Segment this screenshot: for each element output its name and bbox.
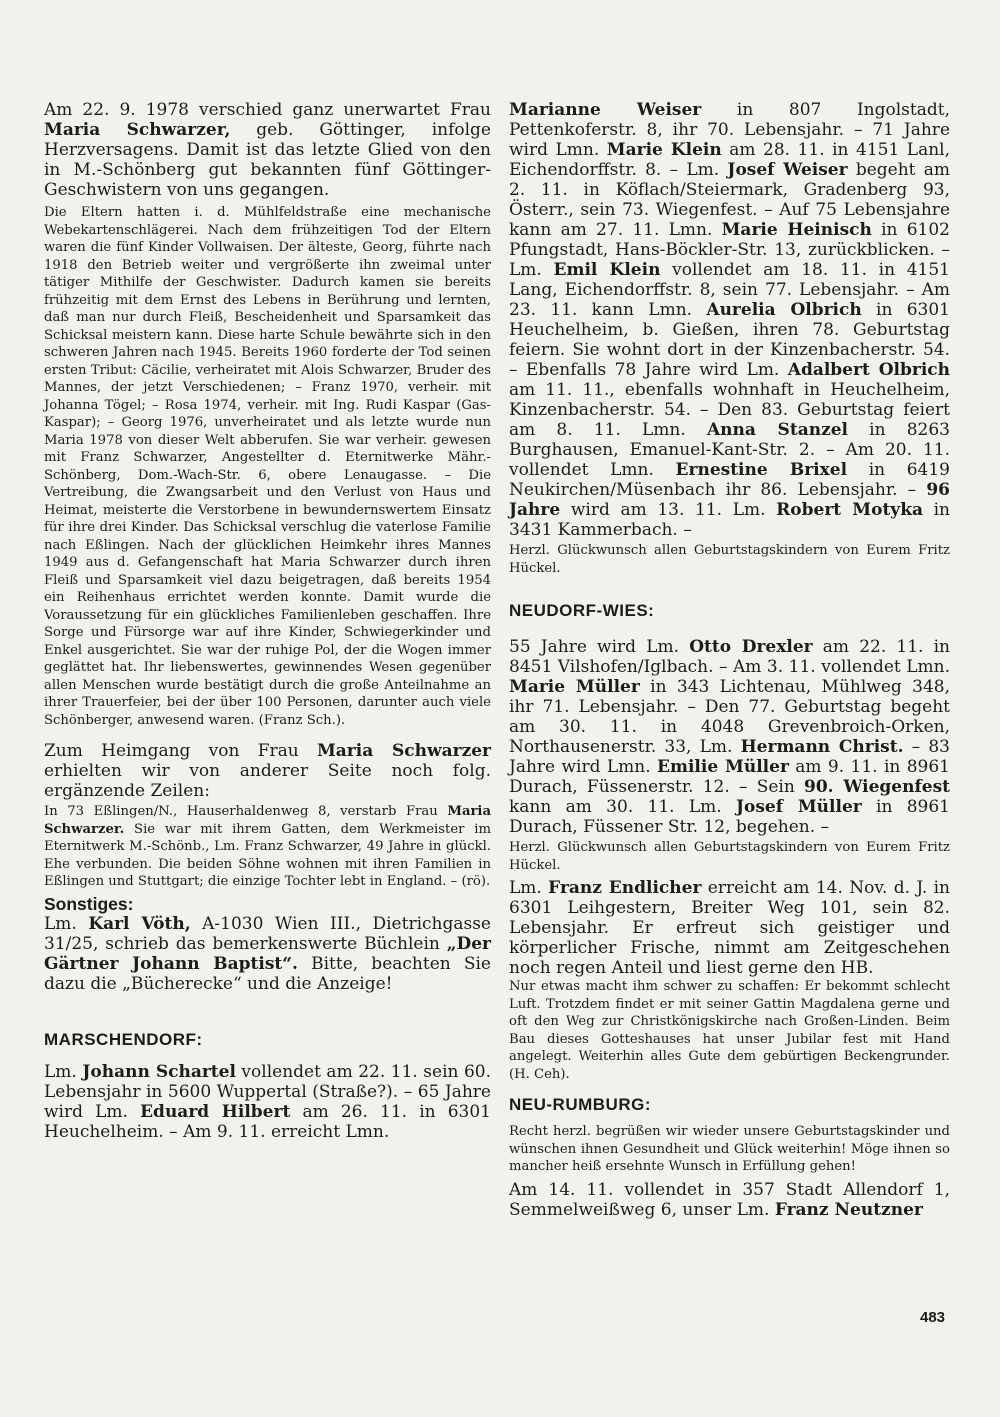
neudorf-wies-heading: NEUDORF-WIES: [509,601,655,620]
bold-name: Hermann Christ. [740,737,904,757]
bold-name: Emil Klein [553,260,661,280]
bold-name: Otto Drexler [689,637,813,657]
marschendorf-heading: MARSCHENDORF: [44,1029,203,1049]
bold-name: Maria Schwarzer, [44,120,231,140]
bold-name: Aurelia Olbrich [706,300,862,320]
bold-name: Marianne Weiser [509,100,702,120]
bold-name: Karl Vöth, [88,913,191,934]
sonstiges-text: Lm. Karl Vöth, A-1030 Wien III., Dietrichgasse 31/25, schrieb das bemerkenswerte Büchlein „Der Gärtner Johann Baptist“. Bitte, beachten Sie dazu die „Bücherecke“ und die Anzeige! [44,913,491,994]
bold-name: 90. Wiegenfest [804,777,950,797]
neudorf-wies-text: 55 Jahre wird Lm. Otto Drexler am 22. 11. in 8451 Vilshofen/Iglbach. – Am 3. 11. vollendet Lmn. Marie Müller in 343 Lichtenau, Mühlweg 348, ihr 71. Lebensjahr. – Den 77. Geburtstag begeht am 30. 11. in 4048 Grevenbroich-Orken, Northausenerstr. 33, Lm. Hermann Christ. – 83 Jahre wird Lmn. Emilie Müller am 9. 11. in 8961 Durach, Füssenerstr. 12. – Sein 90. Wiegenfest kann am 30. 11. Lm. Josef Müller in 8961 Durach, Füssener Str. 12, begehen. – [509,637,951,837]
bold-name: Marie Müller [509,677,640,697]
bold-name: Marie Klein [606,140,722,160]
bold-name: Robert Motyka [776,500,923,520]
bold-name: Emilie Müller [657,757,789,777]
bold-name: Johann Schartel [82,1061,236,1082]
bold-name: Ernestine Brixel [675,460,848,480]
bold-name: Josef Müller [735,797,862,817]
endlicher-note: Nur etwas macht ihm schwer zu schaffen: Er bekommt schlecht Luft. Trotzdem findet er mit seiner Gattin Magdalena gerne und oft den Weg zur Christkönigskirche nach Großen-Linden. Beim Bau dieses Gotteshauses hat unser Jubilar fest mit Hand angelegt. Weiterhin alles Gute dem gebürtigen Beckengrunder. (H. Ceh). [509,979,950,1082]
obituary-text: Die Eltern hatten i. d. Mühlfeldstraße eine mechanische Webekartenschlägerei. Nach dem frühzeitigen Tod der Eltern waren die fünf Kinder Vollwaisen. Der älteste, Georg, führte nach 1918 den Betrieb weiter und vergrößerte ihn zweimal unter tätiger Mithilfe der Geschwister. Dadurch kamen sie bereits frühzeitig mit dem Ernst des Lebens in Berührung und lernten, daß man nur durch Fleiß, Bescheidenheit und Sparsamkeit das Schicksal meistern kann. Diese harte Schule bewährte sich in den schweren Jahren nach 1945. Bereits 1960 forderte der Tod seinen ersten Tribut: Cäcilie, verheiratet mit Alois Schwarzer, Bruder des Mannes, der jetzt Verschiedenen; – Franz 1970, verheir. mit Johanna Tögel; – Rosa 1974, verheir. mit Ing. Rudi Kaspar (Gas-Kaspar); – Georg 1976, unverheiratet und als letzte wurde nun Maria 1978 von dieser Welt abberufen. Sie war verheir. gewesen mit Franz Schwarzer, Angestellter d. Eternitwerke Mähr.-Schönberg, Dom.-Wach-Str. 6, obere Lenaugasse. – Die Vertreibung, die Zwangsarbeit und den Verlust von Haus und Heimat, meisterte die Verstorbene in bewundernswertem Einsatz für ihre drei Kinder. Das Schicksal verschlug die vaterlose Familie nach Eßlingen. Nach der glücklichen Heimkehr ihres Mannes 1949 aus d. Gefangenschaft hat Maria Schwarzer durch ihren Fleiß und Sparsamkeit viel dazu beigetragen, daß bereits 1954 ein Reihenhaus errichtet werden konnte. Damit wurde die Voraussetzung für ein glückliches Familienleben geschaffen. Ihre Sorge und Fürsorge war auf ihre Kinder, Schwiegerkinder und Enkel ausgerichtet. Sie war der ruhige Pol, der die Wogen immer geglättet hat. Ihr liebenswertes, gewinnendes Wesen gegenüber allen Menschen wurde bestätigt durch die große Anteilnahme an ihrer Trauerfeier, bei der über 100 Personen, darunter auch viele Schönberger, anwesend waren. (Franz Sch.). [44,205,491,728]
bold-name: Franz Neutzner [774,1199,923,1220]
sonstiges-label: Sonstiges: [44,893,134,914]
bold-name: Anna Stanzel [706,420,848,440]
heimgang-intro: Zum Heimgang von Frau Maria Schwarzer erhielten wir von anderer Seite noch folg. ergänzende Zeilen: [44,741,491,801]
bold-name: Eduard Hilbert [140,1101,291,1122]
bold-name: Franz Endlicher [548,878,702,898]
left-column [44,100,491,1142]
death-notice: Am 22. 9. 1978 verschied ganz unerwartet Frau Maria Schwarzer, geb. Göttinger, infolge Herzversagens. Damit ist das letzte Glied von den in M.-Schönberg gut bekannten fünf Göttinger-Geschwistern von uns gegangen. [44,100,491,200]
heimgang-text: In 73 Eßlingen/N., Hauserhaldenweg 8, verstarb Frau Maria Schwarzer. Sie war mit ihrem Gatten, dem Werkmeister im Eternitwerk M.-Schönb., Lm. Franz Schwarzer, 49 Jahre in glückl. Ehe verbunden. Die beiden Söhne wohnen mit ihren Familien in Eßlingen und Stuttgart; die einzige Tochter lebt in England. – (rö). [44,804,491,889]
bold-name: Josef Weiser [727,160,848,180]
marschendorf-text: Lm. Johann Schartel vollendet am 22. 11. sein 60. Lebensjahr in 5600 Wuppertal (Straße?). – 65 Jahre wird Lm. Eduard Hilbert am 26. 11. in 6301 Heuchelheim. – Am 9. 11. erreicht Lmn. [44,1061,492,1142]
neu-rumburg-text: Am 14. 11. vollendet in 357 Stadt Allendorf 1, Semmelweißweg 6, unser Lm. Franz Neutzner [509,1179,950,1220]
page-number: 483 [920,1309,946,1326]
bold-name: 96 Jahre [509,480,950,520]
endlicher-text: Lm. Franz Endlicher erreicht am 14. Nov. d. J. in 6301 Leihgestern, Breiter Weg 101, sein 82. Lebensjahr. Er erfreut sich geistiger und körperlicher Frische, nimmt am Zeitgeschehen noch regen Anteil und liest gerne den HB. [509,878,950,978]
bold-name: Maria Schwarzer [316,741,491,761]
bold-name: „Der Gärtner Johann Baptist“. [44,933,491,974]
neu-rumburg-intro: Recht herzl. begrüßen wir wieder unsere Geburtstagskinder und wünschen ihnen Gesundheit und Glück weiterhin! Möge ihnen so mancher heiß ersehnte Wunsch in Erfüllung gehen! [509,1124,950,1174]
bold-name: Adalbert Olbrich [787,360,951,380]
greeting-2: Herzl. Glückwunsch allen Geburtstagskindern von Eurem Fritz Hückel. [509,840,950,873]
bold-name: Maria Schwarzer. [44,804,491,837]
bold-name: Marie Heinisch [721,220,872,240]
birthday-list: Marianne Weiser in 807 Ingolstadt, Pettenkoferstr. 8, ihr 70. Lebensjahr. – 71 Jahre wird Lmn. Marie Klein am 28. 11. in 4151 Lanl, Eichendorffstr. 8. – Lm. Josef Weiser begeht am 2. 11. in Köflach/Steiermark, Gradenberg 93, Österr., sein 73. Wiegenfest. – Auf 75 Lebensjahre kann am 27. 11. Lmn. Marie Heinisch in 6102 Pfungstadt, Hans-Böckler-Str. 13, zurückblicken. – Lm. Emil Klein vollendet am 18. 11. in 4151 Lang, Eichendorffstr. 8, sein 77. Lebensjahr. – Am 23. 11. kann Lmn. Aurelia Olbrich in 6301 Heuchelheim, b. Gießen, ihren 78. Geburtstag feiern. Sie wohnt dort in der Kinzenbacherstr. 54. – Ebenfalls 78 Jahre wird Lm. Adalbert Olbrich am 11. 11., ebenfalls wohnhaft in Heuchelheim, Kinzenbacherstr. 54. – Den 83. Geburtstag feiert am 8. 11. Lmn. Anna Stanzel in 8263 Burghausen, Emanuel-Kant-Str. 2. – Am 20. 11. vollendet Lmn. Ernestine Brixel in 6419 Neukirchen/Müsenbach ihr 86. Lebensjahr. – 96 Jahre wird am 13. 11. Lm. Robert Motyka in 3431 Kammerbach. – [509,100,951,540]
neu-rumburg-heading: NEU-RUMBURG: [509,1095,651,1114]
greeting-1: Herzl. Glückwunsch allen Geburtstagskindern von Eurem Fritz Hückel. [509,543,950,576]
right-column [509,100,950,1220]
